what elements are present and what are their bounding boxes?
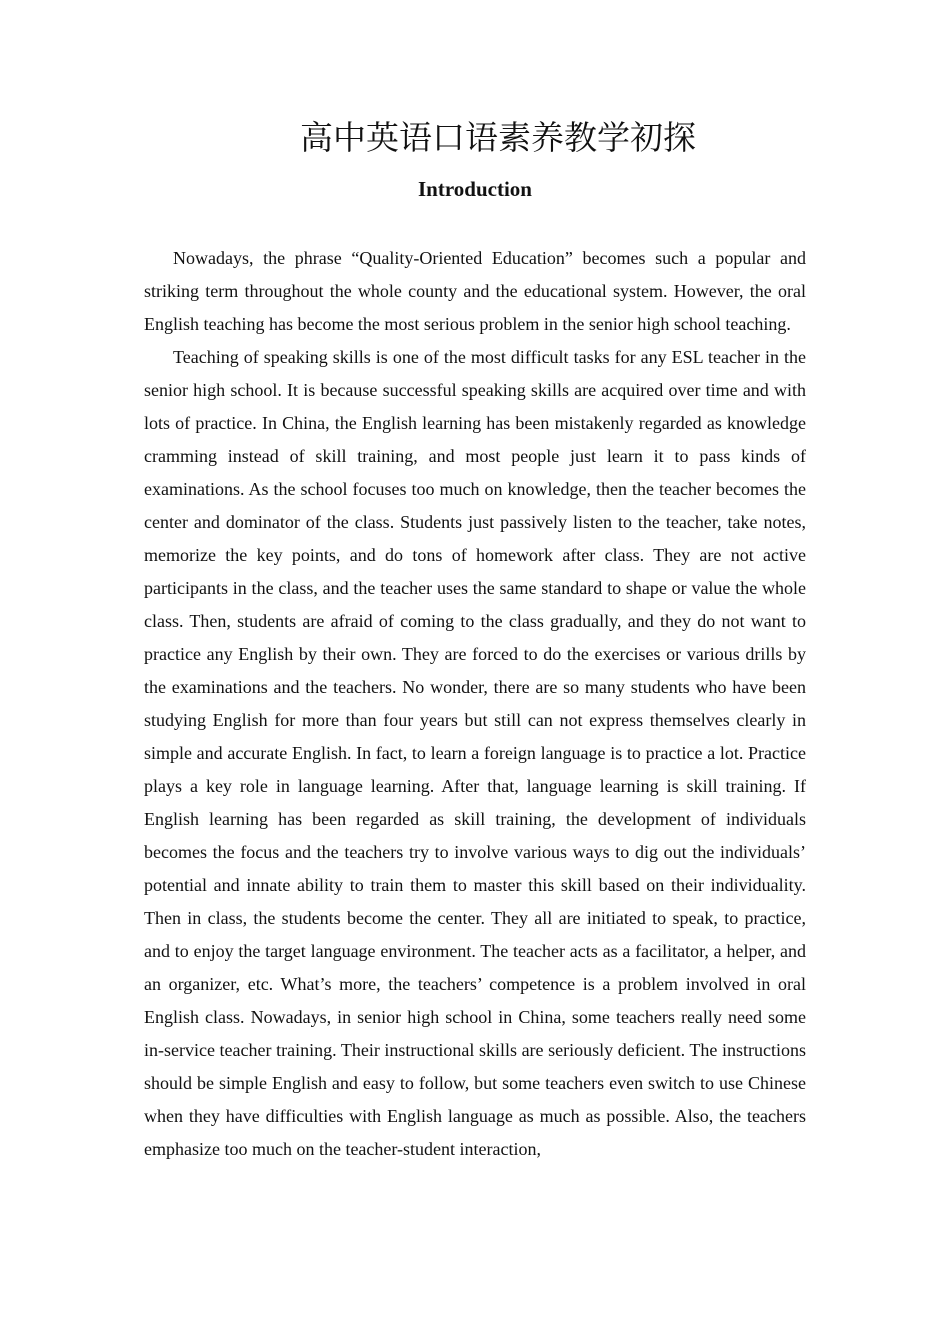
paragraph-1: Nowadays, the phrase “Quality-Oriented Education” becomes such a popular and striking term throughout the whole county and the educational system. However, the oral English teaching has become the most serious problem in the senior high school teaching.	[144, 248, 806, 334]
section-heading: Introduction	[418, 177, 532, 201]
body-text	[144, 242, 806, 1166]
paragraph-2: Teaching of speaking skills is one of the most difficult tasks for any ESL teacher in the senior high school. It is because successful speaking skills are acquired over time and with lots of practice. In China, the English learning has been mistakenly regarded as knowledge cramming instead of skill training, and most people just learn it to pass kinds of examinations. As the school focuses too much on knowledge, then the teacher becomes the center and dominator of the class. Students just passively listen to the teacher, take notes, memorize the key points, and do tons of homework after class. They are not active participants in the class, and the teacher uses the same standard to shape or value the whole class. Then, students are afraid of coming to the class gradually, and they do not want to practice any English by their own. They are forced to do the exercises or various drills by the examinations and the teachers. No wonder, there are so many students who have been studying English for more than four years but still can not express themselves clearly in simple and accurate English. In fact, to learn a foreign language is to practice a lot. Practice plays a key role in language learning. After that, language learning is skill training. If English learning has been regarded as skill training, the development of individuals becomes the focus and the teachers try to involve various ways to dig out the individuals’ potential and innate ability to train them to master this skill based on their individuality. Then in class, the students become the center. They all are initiated to speak, to practice, and to enjoy the target language environment. The teacher acts as a facilitator, a helper, and an organizer, etc. What’s more, the teachers’ competence is a problem involved in oral English class. Nowadays, in senior high school in China, some teachers really need some in-service teacher training. Their instructional skills are seriously deficient. The instructions should be simple English and easy to follow, but some teachers even switch to use Chinese when they have difficulties with English language as much as possible. Also, the teachers emphasize too much on the teacher-student interaction,	[144, 347, 806, 1159]
document-title: 高中英语口语素养教学初探	[300, 118, 696, 157]
